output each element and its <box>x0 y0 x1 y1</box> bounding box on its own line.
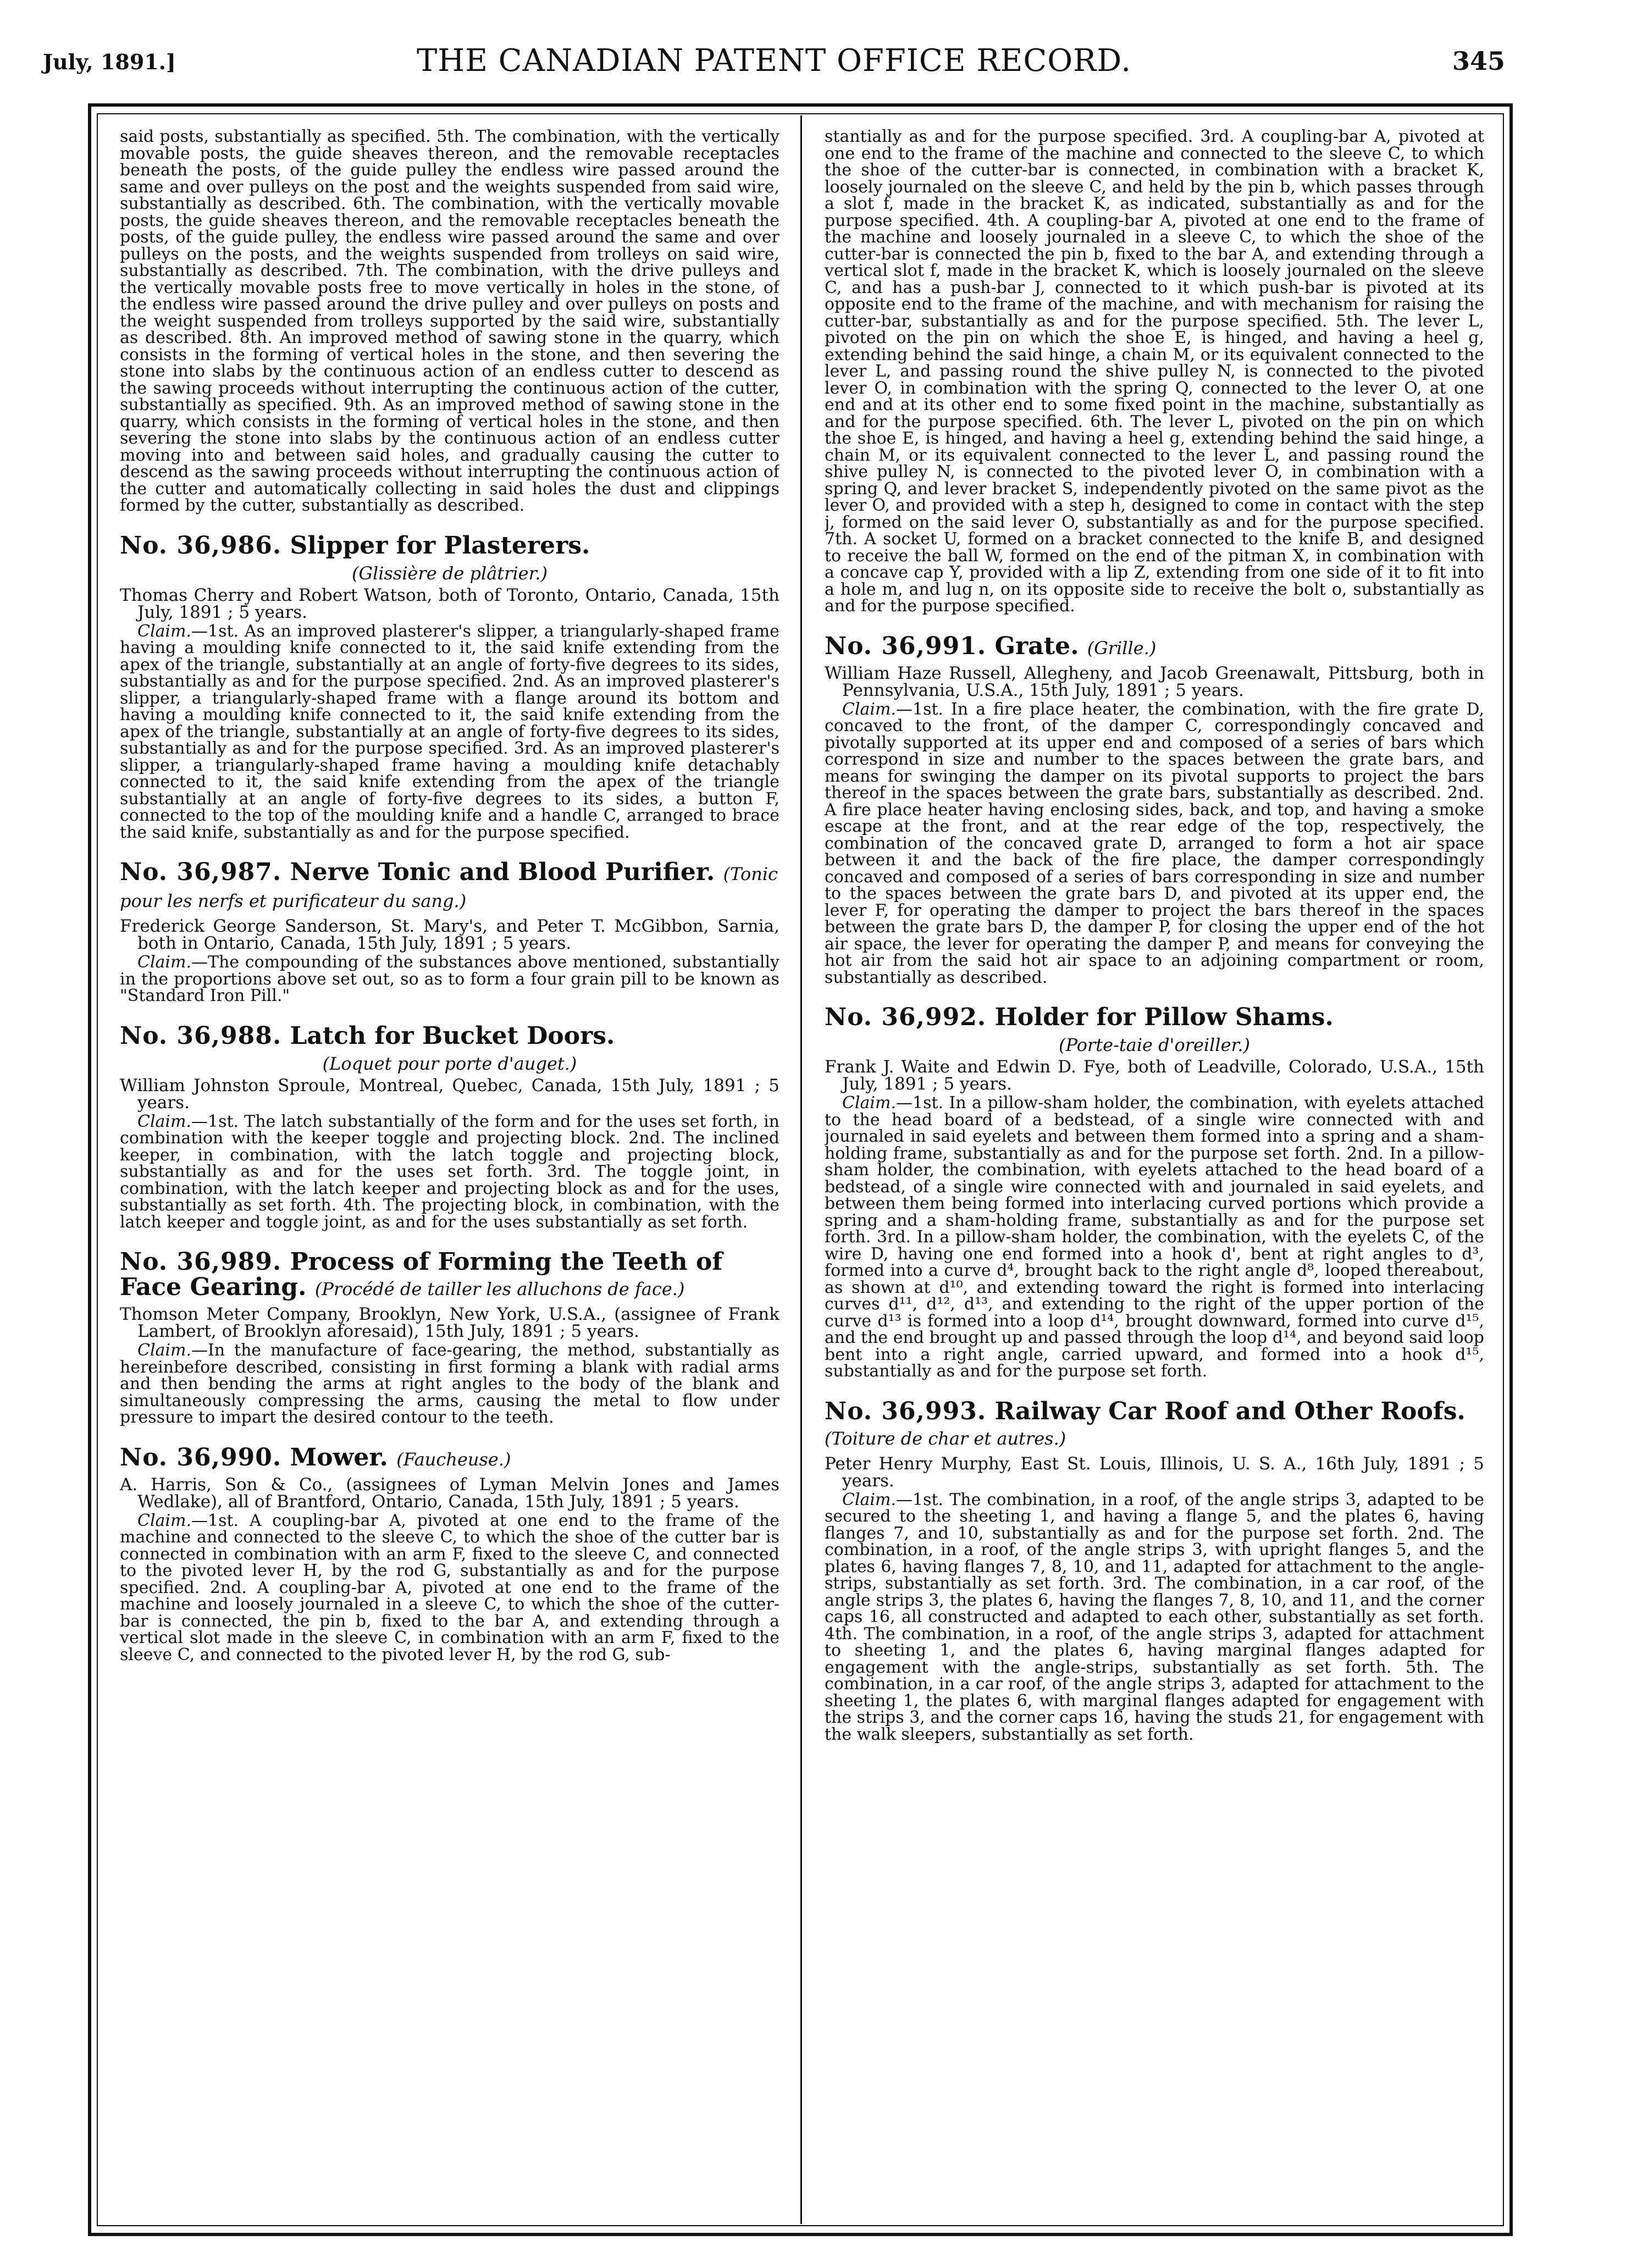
claim-label: Claim. <box>842 699 897 719</box>
patent-entry <box>120 1249 779 1426</box>
claim-text: —The compounding of the substances above mentioned, substantially in the proportions above set out, so as to form a four grain pill to be known as "Standard Iron Pill." <box>120 953 779 1005</box>
patent-title: Process of Forming the Teeth of Face Gearing. <box>120 1248 723 1301</box>
patent-inventors: A. Harris, Son & Co., (assignees of Lyman Melvin Jones and James Wedlake), all of Brantford, Ontario, Canada, 15th July, 1891 ; 5 years. <box>120 1474 779 1512</box>
patent-inventors: William Johnston Sproule, Montreal, Quebec, Canada, 15th July, 1891 ; 5 years. <box>120 1075 779 1113</box>
left-column <box>120 129 779 2212</box>
patent-entry <box>120 860 779 1005</box>
page-header <box>43 43 1505 81</box>
french-title: (Tonic pour les nerfs et purificateur du sang.) <box>120 864 778 911</box>
claim-text: —1st. The combination, in a roof, of the angle strips 3, adapted to be secured to the sheeting 1, and having a flange 5, and the plates 6, having flanges 7, and 10, substantially as and for the purpose set forth. 2nd. The combination, in a roof, of the angle strips 3, with upright flanges 5, and the plates 6, having flanges 7, 8, 10, and 11, adapted for attachment to the angle-strips, substantially as set forth. 3rd. The combination, in a car roof, of the angle strips 3, the plates 6, having the flanges 7, 8, 10, and 11, and the corner caps 16, all constructed and adapted to each other, substantially as set forth. 4th. The combination, in a roof, of the angle strips 3, adapted for attachment to sheeting 1, and the plates 6, having marginal flanges adapted for engagement with the angle-strips, substantially as set forth. 5th. The combination, in a car roof, of the angle strips 3, adapted for attachment to the sheeting 1, the plates 6, with marginal flanges adapted for engagement with the strips 3, and the corner caps 16, having the studs 21, for engagement with the walk sleepers, substantially as set forth. <box>825 1490 1484 1744</box>
claim-label: Claim. <box>137 1341 192 1360</box>
patent-claim <box>825 1492 1484 1744</box>
patent-entry <box>120 1445 779 1664</box>
right-column <box>825 129 1484 2212</box>
continued-claim-text: stantially as and for the purpose specified. 3rd. A coupling-bar A, pivoted at one end to the frame of the machine and connected to the sleeve C, to which the shoe of the cutter-bar is connected, in combination with a bracket K, loosely journaled on the sleeve C, and held by the pin b, which passes through a slot f, made in the bracket K, as indicated, substantially as and for the purpose specified. 4th. A coupling-bar A, pivoted at one end to the frame of the machine and loosely journaled in a sleeve C, to which the shoe of the cutter-bar is connected the pin b, fixed to the bar A, and extending through a vertical slot f, made in the bracket K, which is loosely journaled on the sleeve C, and has a push-bar J, connected to it which push-bar is pivoted at its opposite end to the frame of the machine, and with mechanism for raising the cutter-bar, substantially as and for the purpose specified. 5th. The lever L, pivoted on the pin on which the shoe E, is hinged, and having a heel g, extending behind the said hinge, a chain M, or its equivalent connected to the lever L, and passing round the shive pulley N, is connected to the pivoted lever O, in combination with the spring Q, connected to the lever O, at one end and at its other end to some fixed point in the machine, substantially as and for the purpose specified. 6th. The lever L, pivoted on the pin on which the shoe E, is hinged, and having a heel g, extending behind the said hinge, a chain M, or its equivalent connected to the lever L, and passing round the shive pulley N, is connected to the pivoted lever O, in combination with a spring Q, and lever bracket S, independently pivoted on the same pivot as the lever O, and provided with a step h, designed to come in contact with the step j, formed on the said lever O, substantially as and for the purpose specified. 7th. A socket U, formed on a bracket connected to the knife B, and designed to receive the ball W, formed on the end of the pitman X, in combination with a concave cap Y, provided with a lip Z, extending from one side of it to fit into a hole m, and lug n, on its opposite side to receive the bolt o, substantially as and for the purpose specified. <box>825 129 1484 616</box>
patent-heading <box>120 860 779 914</box>
patent-claim <box>120 1513 779 1664</box>
patent-claim <box>825 701 1484 987</box>
patent-number: No. 36,990. <box>120 1443 282 1472</box>
patent-inventors: Thomas Cherry and Robert Watson, both of Toronto, Ontario, Canada, 15th July, 1891 ; 5 years. <box>120 585 779 622</box>
patent-heading <box>825 1399 1484 1451</box>
claim-label: Claim. <box>842 1490 897 1509</box>
patent-claim <box>120 954 779 1005</box>
patent-number: No. 36,988. <box>120 1021 282 1050</box>
patent-inventors: William Haze Russell, Allegheny, and Jacob Greenawalt, Pittsburg, both in Pennsylvania, U.S.A., 15th July, 1891 ; 5 years. <box>825 663 1484 700</box>
claim-label: Claim. <box>842 1093 897 1113</box>
patent-number: No. 36,987. <box>120 858 282 886</box>
claim-text: —1st. A coupling-bar A, pivoted at one end to the frame of the machine and connected to the sleeve C, to which the shoe of the cutter bar is connected in combination with an arm F, fixed to the sleeve C, and connected to the pivoted lever H, by the rod G, substantially as and for the purpose specified. 2nd. A coupling-bar A, pivoted at one end to the frame of the machine and loosely journaled in a sleeve C, to which the shoe of the cutter-bar is connected, the pin b, fixed to the bar A, and extending through a vertical slot made in the sleeve C, in combination with an arm F, fixed to the sleeve C, and connected to the pivoted lever H, by the rod G, sub- <box>120 1511 779 1664</box>
issue-date: July, 1891.] <box>43 49 176 74</box>
patent-heading <box>825 634 1484 661</box>
claim-text: —1st. In a fire place heater, the combination, with the fire grate D, concaved to the front, of the damper C, correspondingly concaved and pivotally supported at its upper end and composed of a series of bars which correspond in size and number to the spaces between the grate bars, and means for swinging the damper on its pivotal supports to project the bars thereof in the spaces between the grate bars, substantially as described. 2nd. A fire place heater having enclosing sides, back, and top, and having a smoke escape at the front, and at the rear edge of the top, respectively, the combination of the concaved grate D, arranged to form a hot air space between it and the back of the fire place, the damper correspondingly concaved and composed of a series of bars corresponding in size and number to the spaces between the grate bars D, and pivoted at its upper end, the lever F, for operating the damper to project the bars thereof in the spaces between the grate bars D, the damper P, for closing the upper end of the hot air space, the lever for operating the damper P, and means for conveying the hot air from the said hot air space to an adjoining compartment or room, substantially as described. <box>825 699 1484 987</box>
patent-entry <box>120 1021 779 1232</box>
patent-title: Holder for Pillow Shams. <box>994 1003 1334 1031</box>
french-title: (Grille.) <box>1087 637 1157 659</box>
patent-entry <box>120 533 779 842</box>
patent-title: Grate. <box>994 632 1079 660</box>
patent-entry <box>825 634 1484 987</box>
patent-claim <box>120 1342 779 1426</box>
claim-text: —1st. In a pillow-sham holder, the combination, with eyelets attached to the head board of a bedstead, of a single wire connected with and journaled in said eyelets and between them formed into a spring and a sham-holding frame, substantially as and for the purpose set forth. 2nd. In a pillow-sham holder, the combination, with eyelets attached to the head board of a bedstead, of a single wire connected with and journaled in said eyelets, and between them being formed into interlacing curved portions which provide a spring and a sham-holding frame, substantially as and for the purpose set forth. 3rd. In a pillow-sham holder, the combination, with the eyelets C, of the wire D, having one end formed into a hook d', bent at right angles to d³, formed into a curve d⁴, brought back to the right angle d⁸, looped thereabout, as shown at d¹⁰, and extending toward the right is formed into interlacing curves d¹¹, d¹², d¹³, and extending to the right of the upper portion of the curve d¹³ is formed into a loop d¹⁴, brought downward, formed into curve d¹⁵, and the end brought up and passed through the loop d¹⁴, and beyond said loop bent into a right angle, carried upward, and formed into a hook d¹⁵, substantially as and for the purpose set forth. <box>825 1093 1484 1381</box>
patent-title: Latch for Bucket Doors. <box>290 1021 615 1050</box>
patent-heading <box>120 533 779 558</box>
column-divider <box>800 115 802 2224</box>
patent-number: No. 36,991. <box>825 632 987 660</box>
patent-heading <box>120 1249 779 1302</box>
claim-text: —In the manufacture of face-gearing, the method, substantially as hereinbefore described, consisting in first forming a blank with radial arms and then bending the arms at right angles to the body of the blank and simultaneously compressing the arms, causing the metal to flow under pressure to impart the desired contour to the teeth. <box>120 1341 779 1427</box>
claim-text: —1st. As an improved plasterer's slipper, a triangularly-shaped frame having a moulding knife connected to it, the said knife extending from the apex of the triangle, substantially at an angle of forty-five degrees to its sides, substantially as and for the purpose specified. 2nd. As an improved plasterer's slipper, a triangularly-shaped frame with a flange around its bottom and having a moulding knife connected to it, the said knife extending from the apex of the triangle, substantially at an angle of forty-five degrees to its sides, substantially as and for the purpose specified. 3rd. As an improved plasterer's slipper, a triangularly-shaped frame having a moulding knife detachably connected to it, the said knife extending from the apex of the triangle substantially at an angle of forty-five degrees to its sides, a button F, connected to the top of the moulding knife and a handle C, arranged to brace the said knife, substantially as and for the purpose specified. <box>120 621 779 842</box>
patent-heading <box>825 1005 1484 1030</box>
patent-claim <box>120 623 779 842</box>
patent-heading <box>120 1445 779 1472</box>
patent-inventors: Frederick George Sanderson, St. Mary's, and Peter T. McGibbon, Sarnia, both in Ontario, Canada, 15th July, 1891 ; 5 years. <box>120 916 779 953</box>
french-title: (Toiture de char et autres.) <box>825 1428 1066 1449</box>
patent-heading <box>120 1021 779 1050</box>
patent-inventors: Frank J. Waite and Edwin D. Fye, both of Leadville, Colorado, U.S.A., 15th July, 1891 ; 5 years. <box>825 1057 1484 1094</box>
patent-title: Railway Car Roof and Other Roofs. <box>994 1397 1465 1425</box>
patent-title: Mower. <box>290 1443 388 1472</box>
french-title: (Procédé de tailler les alluchons de face.) <box>314 1279 685 1299</box>
page-number: 345 <box>1452 46 1505 76</box>
patent-number: No. 36,993. <box>825 1397 987 1425</box>
french-title: (Loquet pour porte d'auget.) <box>322 1053 577 1074</box>
claim-text: —1st. The latch substantially of the form and for the uses set forth, in combination with the keeper toggle and projecting block. 2nd. The inclined keeper, in combination, with the latch toggle and projecting block, substantially as and for the uses set forth. 3rd. The toggle joint, in combination, with the latch keeper and projecting block as and for the uses, substantially as set forth. 4th. The projecting block, in combination, with the latch keeper and toggle joint, as and for the uses substantially as set forth. <box>120 1111 779 1232</box>
patent-entry <box>825 1005 1484 1380</box>
patent-inventors: Peter Henry Murphy, East St. Louis, Illinois, U. S. A., 16th July, 1891 ; 5 years. <box>825 1453 1484 1491</box>
patent-claim <box>120 1111 779 1232</box>
continued-claim-text: said posts, substantially as specified. 5th. The combination, with the vertically movable posts, the guide sheaves thereon, and the removable receptacles beneath the posts, of the guide pulley the endless wire passed around the same and over pulleys on the post and the weights suspended from said wire, substantially as described. 6th. The combination, with the vertically movable posts, the guide sheaves thereon, and the removable receptacles beneath the posts, of the guide pulley, the endless wire passed around the same and over pulleys on the posts, and the weights suspended from trolleys on said wire, substantially as described. 7th. The combination, with the drive pulleys and the vertically movable posts free to move vertically in holes in the stone, of the endless wire passed around the drive pulley and over pulleys on posts and the weight suspended from trolleys supported by the said wire, substantially as described. 8th. An improved method of sawing stone in the quarry, which consists in the forming of vertical holes in the stone, and then severing the stone into slabs by the continuous action of an endless cutter to descend as the sawing proceeds without interrupting the continuous action of the cutter, substantially as specified. 9th. As an improved method of sawing stone in the quarry, which consists in the forming of vertical holes in the stone, and then severing the stone into slabs by the continuous action of an endless cutter moving into and between said holes, and gradually causing the cutter to descend as the sawing proceeds without interrupting the continuous action of the cutter and automatically collecting in said holes the dust and clippings formed by the cutter, substantially as described. <box>120 129 779 515</box>
patent-number: No. 36,986. <box>120 531 282 560</box>
patent-number: No. 36,989. <box>120 1248 282 1276</box>
claim-label: Claim. <box>137 1111 192 1131</box>
patent-title: Slipper for Plasterers. <box>290 531 590 560</box>
patent-entry <box>825 1399 1484 1744</box>
claim-label: Claim. <box>137 953 192 972</box>
patent-inventors: Thomson Meter Company, Brooklyn, New York, U.S.A., (assignee of Frank Lambert, of Brooklyn aforesaid), 15th July, 1891 ; 5 years. <box>120 1304 779 1341</box>
claim-label: Claim. <box>137 621 192 641</box>
patent-number: No. 36,992. <box>825 1003 987 1031</box>
french-title: (Glissière de plâtrier.) <box>351 562 548 584</box>
publication-title: THE CANADIAN PATENT OFFICE RECORD. <box>416 43 1132 79</box>
french-title: (Faucheuse.) <box>396 1448 511 1470</box>
claim-label: Claim. <box>137 1511 192 1530</box>
french-title: (Porte-taie d'oreiller.) <box>1058 1035 1251 1055</box>
patent-title: Nerve Tonic and Blood Purifier. <box>290 858 715 886</box>
patent-claim <box>825 1095 1484 1380</box>
